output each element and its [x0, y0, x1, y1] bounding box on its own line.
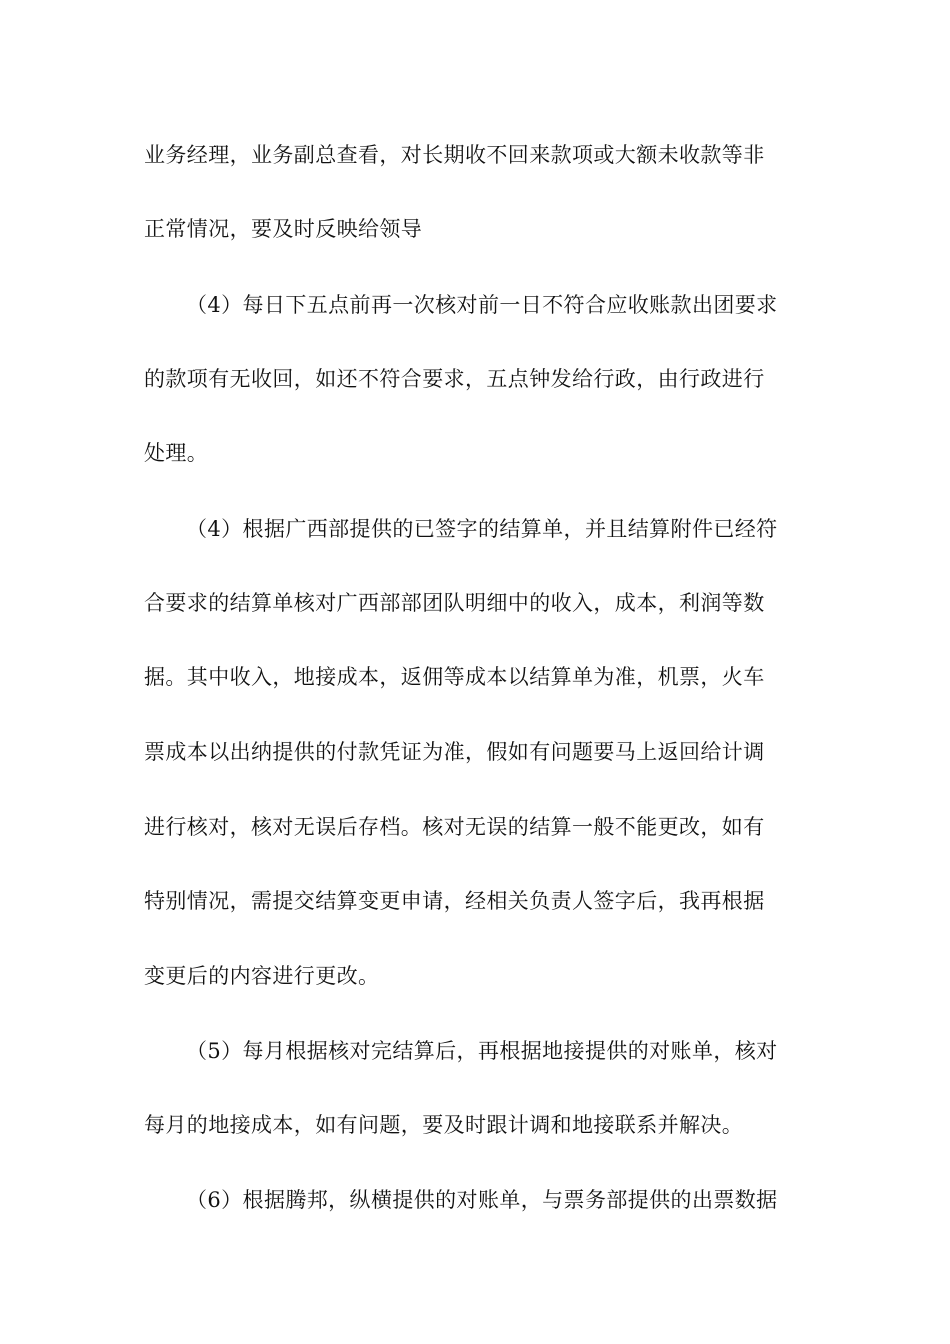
text-line: 票成本以出纳提供的付款凭证为准，假如有问题要马上返回给计调	[144, 740, 765, 764]
text-line: 每月的地接成本，如有问题，要及时跟计调和地接联系并解决。	[144, 1113, 744, 1137]
text-line: 变更后的内容进行更改。	[144, 964, 380, 988]
paragraph-start-line: （4）每日下五点前再一次核对前一日不符合应收账款出团要求	[186, 293, 778, 317]
text-line: 的款项有无收回，如还不符合要求，五点钟发给行政，由行政进行	[144, 367, 765, 391]
text-line: 进行核对，核对无误后存档。核对无误的结算一般不能更改，如有	[144, 815, 765, 839]
paragraph-start-line: （4）根据广西部提供的已签字的结算单，并且结算附件已经符	[186, 517, 778, 541]
paragraph-start-line: （6）根据腾邦，纵横提供的对账单，与票务部提供的出票数据	[186, 1188, 778, 1212]
text-line: 特别情况，需提交结算变更申请，经相关负责人签字后，我再根据	[144, 889, 765, 913]
paragraph-start-line: （5）每月根据核对完结算后，再根据地接提供的对账单，核对	[186, 1039, 778, 1063]
text-line: 正常情况，要及时反映给领导	[144, 217, 423, 241]
text-line: 据。其中收入，地接成本，返佣等成本以结算单为准，机票，火车	[144, 665, 765, 689]
text-line: 处理。	[144, 441, 209, 465]
text-line: 业务经理，业务副总查看，对长期收不回来款项或大额未收款等非	[144, 143, 765, 167]
text-line: 合要求的结算单核对广西部部团队明细中的收入，成本，利润等数	[144, 591, 765, 615]
